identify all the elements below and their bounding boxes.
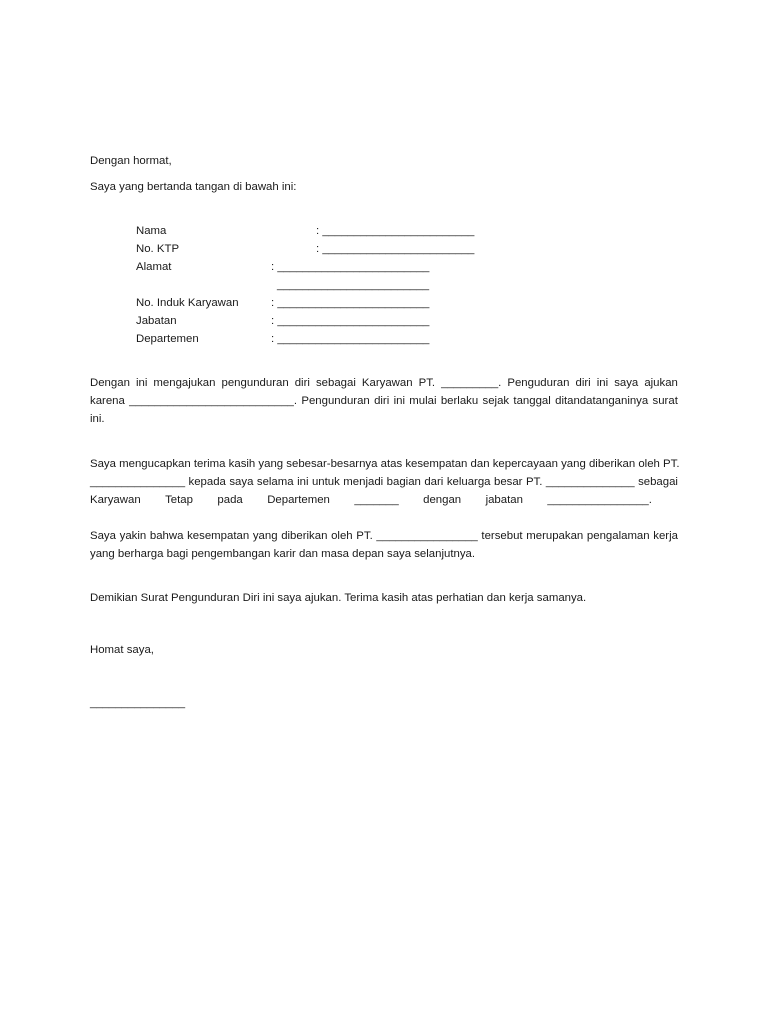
paragraph-3-line-2: yang berharga bagi pengembangan karir dan masa depan saya selanjutnya.: [90, 548, 476, 560]
word: bahwa: [149, 530, 184, 542]
word: pengunduran: [221, 377, 289, 389]
paragraph-2-line-1: Saya mengucapkan terima kasih yang sebesar-besarnya atas kesempatan dan kepercayaan yang diberikan oleh PT.: [90, 458, 680, 470]
word: kepada: [188, 476, 226, 488]
closing: Homat saya,: [90, 644, 154, 656]
field-label-jabatan: Jabatan: [136, 315, 177, 327]
word: tersebut: [481, 530, 523, 542]
word: Saya: [90, 530, 116, 542]
signature-line: _______________: [90, 697, 186, 709]
word: selama: [256, 476, 294, 488]
field-value-nik: : ________________________: [271, 297, 430, 309]
word: kesempatan: [187, 530, 250, 542]
word: yang: [252, 530, 278, 542]
word: ini: [393, 395, 405, 407]
word: bagian: [386, 476, 421, 488]
word: saya: [614, 377, 639, 389]
word: untuk: [311, 476, 340, 488]
field-value-nama: : ________________________: [316, 225, 475, 237]
word: surat: [652, 395, 678, 407]
word: merupakan: [526, 530, 584, 542]
paragraph-1-line-2: [90, 394, 678, 408]
word: Pengunduran: [301, 395, 370, 407]
word: PT.: [525, 476, 543, 488]
word: sebagai: [315, 377, 356, 389]
word: Departemen: [267, 494, 330, 506]
word: Karyawan: [361, 377, 413, 389]
intro-text: Saya yang bertanda tangan di bawah ini:: [90, 181, 297, 193]
salutation: Dengan hormat,: [90, 155, 172, 167]
word: sejak: [482, 395, 510, 407]
word: menjadi: [343, 476, 384, 488]
word: diri: [294, 377, 310, 389]
paragraph-1-line-1: [90, 376, 678, 390]
word: Penguduran: [507, 377, 570, 389]
word: PT.: [418, 377, 436, 389]
word: yakin: [119, 530, 147, 542]
word: tanggal: [513, 395, 551, 407]
word: ________________.: [547, 494, 652, 506]
word: Dengan: [90, 377, 130, 389]
word: mengajukan: [153, 377, 216, 389]
field-value-departemen: : ________________________: [271, 333, 430, 345]
word: oleh: [331, 530, 353, 542]
word: dengan: [423, 494, 462, 506]
word: PT.: [356, 530, 373, 542]
field-value-alamat-2: ________________________: [277, 279, 430, 291]
word: _______________: [90, 476, 186, 488]
word: ajukan: [644, 377, 678, 389]
word: diri: [374, 395, 390, 407]
field-label-nama: Nama: [136, 225, 167, 237]
word: ini: [297, 476, 309, 488]
word: __________________________.: [129, 395, 298, 407]
field-label-alamat: Alamat: [136, 261, 172, 273]
word: ini: [596, 377, 609, 389]
word: _________.: [441, 377, 502, 389]
paragraph-3-line-1: [90, 529, 678, 543]
word: Tetap: [165, 494, 193, 506]
word: dari: [424, 476, 444, 488]
word: karena: [90, 395, 125, 407]
word: Karyawan: [90, 494, 141, 506]
word: _______: [354, 494, 399, 506]
word: keluarga: [446, 476, 491, 488]
paragraph-2-line-3: [90, 493, 652, 507]
word: ________________: [376, 530, 478, 542]
word: ditandatanganinya: [555, 395, 649, 407]
field-label-ktp: No. KTP: [136, 243, 180, 255]
field-label-nik: No. Induk Karyawan: [136, 297, 239, 309]
field-value-alamat: : ________________________: [271, 261, 430, 273]
word: berlaku: [440, 395, 479, 407]
word: ______________: [545, 476, 635, 488]
word: diri: [575, 377, 591, 389]
word: diberikan: [281, 530, 328, 542]
word: mulai: [409, 395, 437, 407]
word: ini: [135, 377, 148, 389]
word: besar: [493, 476, 523, 488]
word: sebagai: [638, 476, 678, 488]
word: pada: [217, 494, 243, 506]
paragraph-1-line-3: ini.: [90, 413, 105, 425]
field-value-ktp: : ________________________: [316, 243, 475, 255]
field-label-departemen: Departemen: [136, 333, 199, 345]
paragraph-2-line-2: [90, 475, 678, 489]
word: saya: [229, 476, 254, 488]
word: jabatan: [485, 494, 523, 506]
paragraph-4: Demikian Surat Pengunduran Diri ini saya ajukan. Terima kasih atas perhatian dan kerja samanya.: [90, 592, 587, 604]
field-value-jabatan: : ________________________: [271, 315, 430, 327]
word: kerja: [653, 530, 678, 542]
word: pengalaman: [586, 530, 650, 542]
